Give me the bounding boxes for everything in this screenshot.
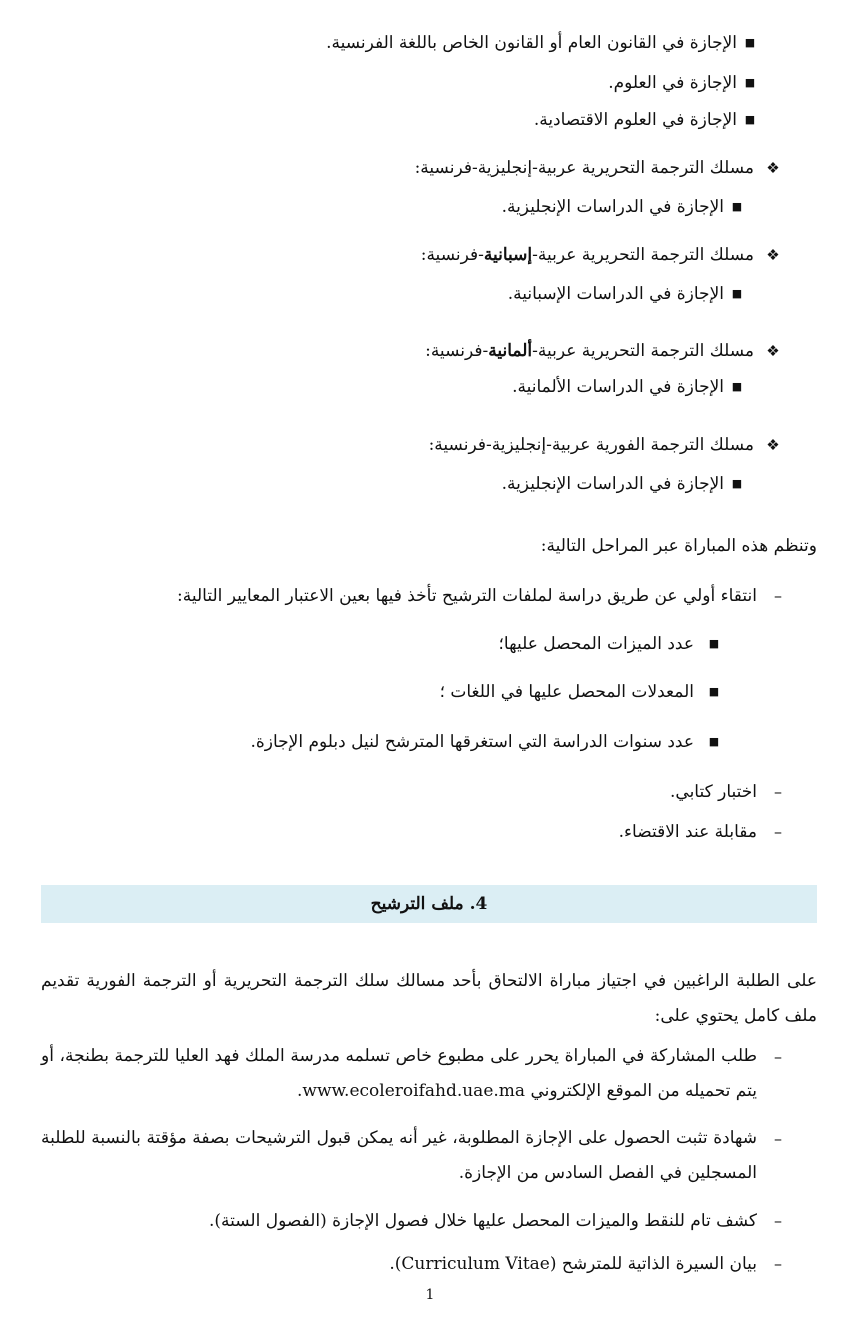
track-title-2-post: -فرنسية: xyxy=(420,245,484,265)
criterion-2: المعدلات المحصل عليها في اللغات ؛ xyxy=(439,682,694,702)
stage-1: انتقاء أولي عن طريق دراسة لملفات الترشيح تأخذ فيها بعين الاعتبار المعايير التالية: xyxy=(177,586,757,606)
track-title-2-bold: إسبانية xyxy=(483,245,533,265)
track-title-1: مسلك الترجمة التحريرية عربية-إنجليزية-فرنسية: xyxy=(414,158,754,178)
track-item-1: الإجازة في الدراسات الإنجليزية. xyxy=(501,197,724,217)
square-bullet-icon: ■ xyxy=(708,735,720,748)
file-intro: على الطلبة الراغبين في اجتياز مباراة الالتحاق بأحد مسالك سلك الترجمة التحريرية أو الترجمة الفورية تقديم ملف كامل يحتوي على: xyxy=(41,971,817,1026)
intro-item-2: الإجازة في العلوم. xyxy=(608,73,737,93)
dash-icon: – xyxy=(774,782,782,801)
track-item-4: الإجازة في الدراسات الإنجليزية. xyxy=(501,474,724,494)
track-title-4: مسلك الترجمة الفورية عربية-إنجليزية-فرنسية: xyxy=(428,435,754,455)
track-item-3: الإجازة في الدراسات الألمانية. xyxy=(512,377,724,397)
stages-intro: وتنظم هذه المباراة عبر المراحل التالية: xyxy=(540,536,817,556)
dash-icon: – xyxy=(774,1254,782,1273)
file-item-4: بيان السيرة الذاتية للمترشح (Curriculum Vitae). xyxy=(389,1254,757,1274)
stage-3: مقابلة عند الاقتضاء. xyxy=(618,822,757,842)
dash-icon: – xyxy=(774,1129,782,1148)
square-bullet-icon: ■ xyxy=(708,637,720,650)
file-item-2: شهادة تثبت الحصول على الإجازة المطلوبة، غير أنه يمكن قبول الترشيحات بصفة مؤقتة بالنسبة للطلبة المسجلين في الفصل السادس من الإجازة. xyxy=(41,1128,757,1183)
four-diamond-icon: ❖ xyxy=(766,159,780,177)
track-title-2-pre: مسلك الترجمة التحريرية عربية- xyxy=(532,245,754,265)
dash-icon: – xyxy=(774,1047,782,1066)
four-diamond-icon: ❖ xyxy=(766,436,780,454)
square-bullet-icon: ■ xyxy=(731,380,743,393)
page-number: 1 xyxy=(425,1287,435,1303)
square-bullet-icon: ■ xyxy=(731,287,743,300)
criterion-1: عدد الميزات المحصل عليها؛ xyxy=(498,634,694,654)
square-bullet-icon: ■ xyxy=(744,113,756,126)
square-bullet-icon: ■ xyxy=(744,76,756,89)
square-bullet-icon: ■ xyxy=(731,200,743,213)
dash-icon: – xyxy=(774,1211,782,1230)
file-item-1: طلب المشاركة في المباراة يحرر على مطبوع خاص تسلمه مدرسة الملك فهد العليا للترجمة بطنجة، أو يتم تحميله من الموقع الإلكتروني www.ecoleroifahd.uae.ma. xyxy=(41,1046,757,1101)
four-diamond-icon: ❖ xyxy=(766,342,780,360)
track-title-3-bold: ألمانية xyxy=(488,341,533,361)
dash-icon: – xyxy=(774,822,782,841)
track-title-3-pre: مسلك الترجمة التحريرية عربية- xyxy=(532,341,754,361)
criterion-3: عدد سنوات الدراسة التي استغرقها المترشح لنيل دبلوم الإجازة. xyxy=(250,732,694,752)
track-item-2: الإجازة في الدراسات الإسبانية. xyxy=(507,284,724,304)
intro-item-1: الإجازة في القانون العام أو القانون الخاص باللغة الفرنسية. xyxy=(326,33,737,53)
file-item-3: كشف تام للنقط والميزات المحصل عليها خلال فصول الإجازة (الفصول الستة). xyxy=(208,1211,757,1231)
square-bullet-icon: ■ xyxy=(744,36,756,49)
square-bullet-icon: ■ xyxy=(708,685,720,698)
intro-item-3: الإجازة في العلوم الاقتصادية. xyxy=(533,110,737,130)
four-diamond-icon: ❖ xyxy=(766,246,780,264)
track-title-3 xyxy=(425,340,754,362)
track-title-2 xyxy=(421,244,754,266)
stage-2: اختبار كتابي. xyxy=(670,782,757,802)
dash-icon: – xyxy=(774,586,782,605)
square-bullet-icon: ■ xyxy=(731,477,743,490)
section-heading: 4. ملف الترشيح xyxy=(41,885,817,923)
track-title-3-post: -فرنسية: xyxy=(425,341,489,361)
